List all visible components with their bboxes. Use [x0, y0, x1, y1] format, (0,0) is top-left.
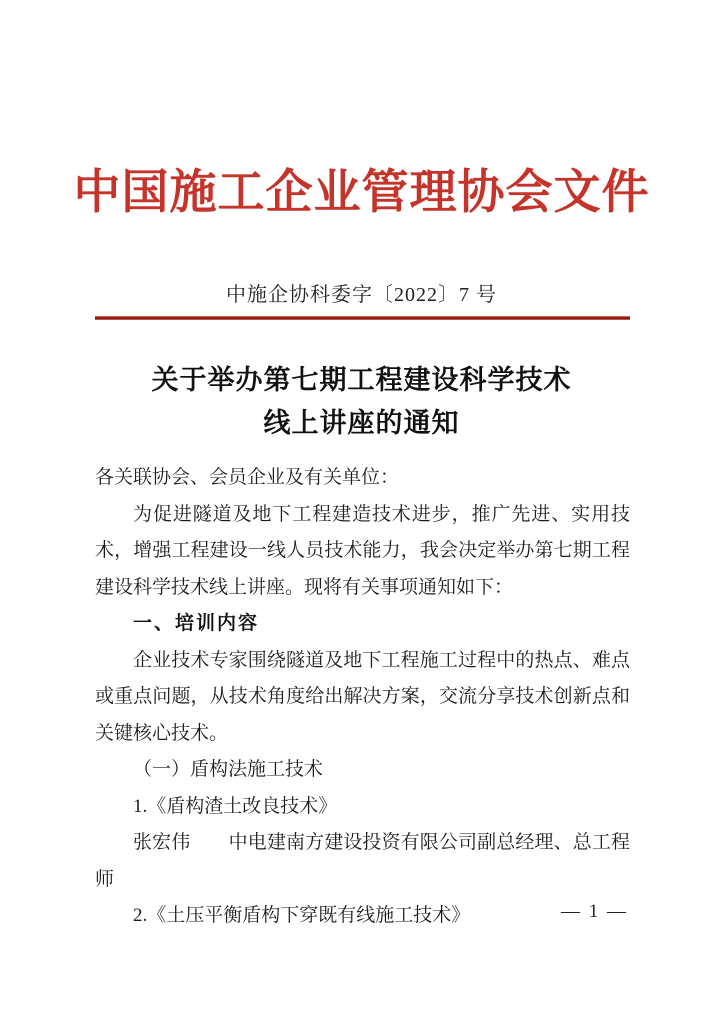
letterhead-org-title: 中国施工企业管理协会文件: [73, 167, 650, 219]
document-number: 中施企协科委字〔2022〕7 号: [226, 284, 497, 306]
intro-paragraph: 为促进隧道及地下工程建造技术进步，推广先进、实用技术，增强工程建设一线人员技术能力，我会决定举办第七期工程建设科学技术线上讲座。现将有关事项通知如下：: [95, 503, 630, 598]
subsection-heading-shield-method: （一）盾构法施工技术: [133, 759, 324, 780]
notice-title-line2: 线上讲座的通知: [263, 408, 460, 438]
notice-title-line1: 关于举办第七期工程建设科学技术: [151, 365, 572, 395]
lecture-item-2-title: 2.《土压平衡盾构下穿既有线施工技术》: [133, 905, 471, 926]
salutation: 各关联协会、会员企业及有关单位：: [95, 467, 400, 488]
training-description-paragraph: 企业技术专家围绕隧道及地下工程施工过程中的热点、难点或重点问题，从技术角度给出解决方案，交流分享技术创新点和关键核心技术。: [95, 649, 630, 744]
page-number: — 1 —: [561, 901, 628, 922]
lecture-item-1-speaker: 张宏伟 中电建南方建设投资有限公司副总经理、总工程师: [95, 832, 630, 890]
section-heading-training-content: 一、培训内容: [133, 613, 260, 634]
letterhead-divider-rule: [95, 316, 630, 320]
lecture-item-1-title: 1.《盾构渣土改良技术》: [133, 795, 338, 817]
notice-body: [95, 460, 630, 935]
notice-title: [0, 359, 723, 445]
